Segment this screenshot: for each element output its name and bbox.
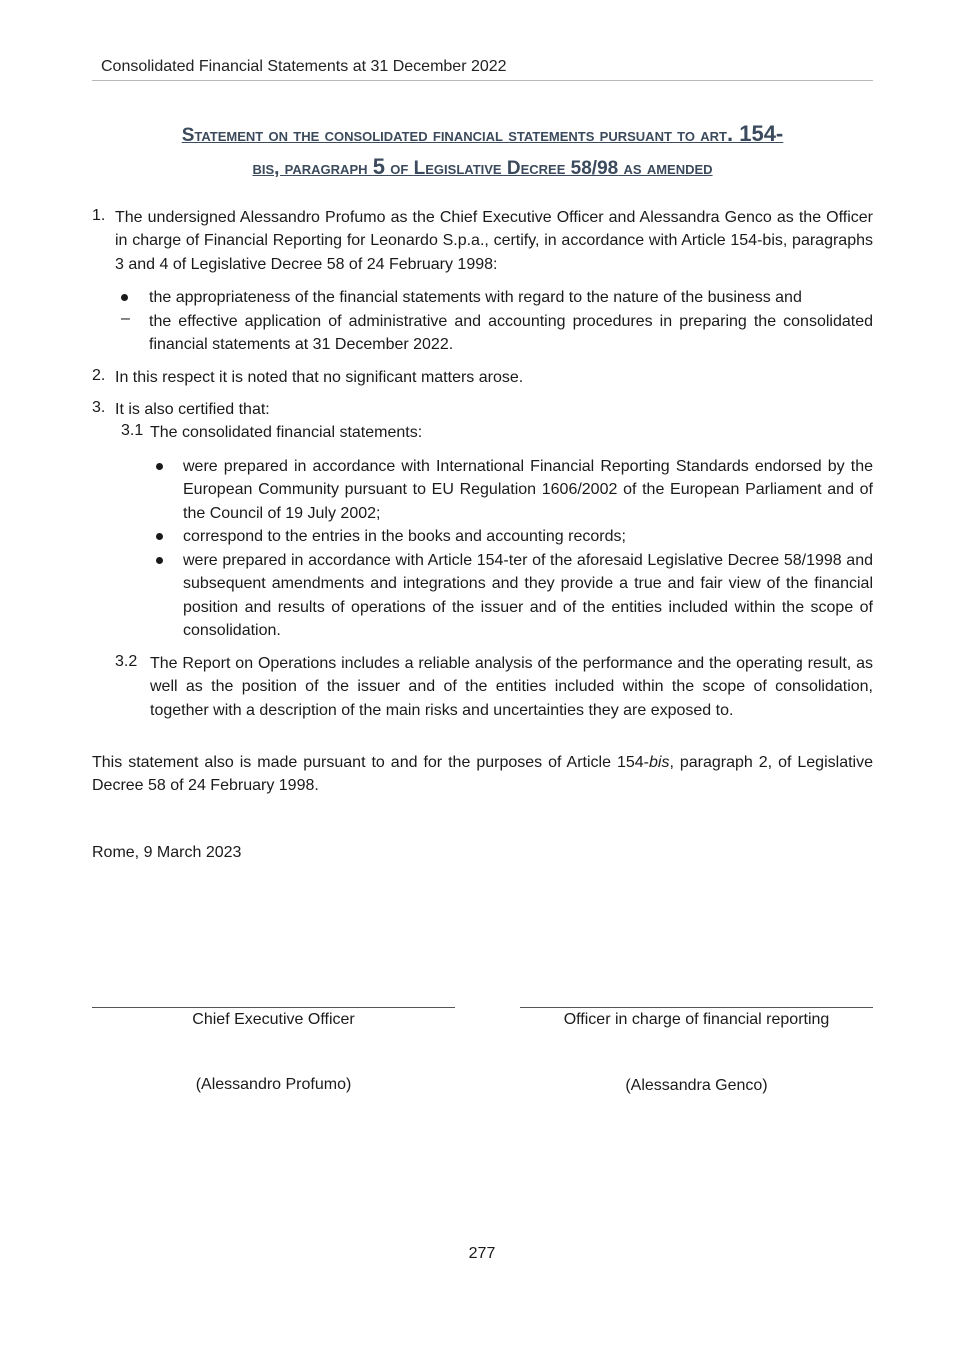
closing-text-italic: bis xyxy=(648,754,670,771)
item-3-2-text: The Report on Operations includes a reliable analysis of the performance and the operating result, as well as the position of the issuer and of the entities included within the scope of consolidation, together with a description of the main risks and uncertainties they are exposed to. xyxy=(150,655,873,719)
dash-icon: – xyxy=(121,310,130,327)
bullet-icon xyxy=(156,533,163,540)
signature-role-ceo: Chief Executive Officer xyxy=(192,1011,355,1028)
title-part: as amended xyxy=(618,158,713,179)
place-date: Rome, 9 March 2023 xyxy=(92,844,242,861)
page-number: 277 xyxy=(468,1245,496,1262)
bullet-icon xyxy=(121,294,128,301)
signature-role-cfo: Officer in charge of financial reporting xyxy=(563,1011,830,1028)
title-line-2 xyxy=(90,151,875,184)
item-3-1-bullet-1: were prepared in accordance with International Financial Reporting Standards endorsed by the European Community pursuant to EU Regulation 1606/2002 of the European Parliament and of the Council of 19 July 2002; xyxy=(183,458,873,522)
item-3-text: It is also certified that: xyxy=(115,401,270,418)
item-2-text: In this respect it is noted that no significant matters arose. xyxy=(115,369,524,386)
title-part: Statement on the consolidated financial statements pursuant to art xyxy=(181,125,727,146)
signature-name-ceo: (Alessandro Profumo) xyxy=(195,1076,352,1093)
title-part: 5 xyxy=(372,154,386,179)
item-1-bullet-1: the appropriateness of the financial statements with regard to the nature of the business and xyxy=(149,289,802,306)
item-3-number: 3. xyxy=(92,399,106,416)
item-2-number: 2. xyxy=(92,367,106,384)
bullet-icon xyxy=(156,463,163,470)
title-part: of xyxy=(385,158,414,179)
title-part: . 154- xyxy=(727,121,784,146)
item-3-1-text: The consolidated financial statements: xyxy=(150,424,423,441)
item-1-bullet-2: the effective application of administrative and accounting procedures in preparing the consolidated financial statements at 31 December 2022. xyxy=(149,313,873,354)
closing-statement xyxy=(92,751,873,798)
signature-name-cfo: (Alessandra Genco) xyxy=(625,1077,768,1094)
item-1-number: 1. xyxy=(92,207,106,224)
title-line-1 xyxy=(90,118,875,151)
header-divider xyxy=(92,80,873,81)
running-header: Consolidated Financial Statements at 31 December 2022 xyxy=(101,58,507,75)
item-1-text: The undersigned Alessandro Profumo as the Chief Executive Officer and Alessandra Genco as the Officer in charge of Financial Reporting for Leonardo S.p.a., certify, in accordance with Article 154-bis, paragraphs 3 and 4 of Legislative Decree 58 of 24 February 1998: xyxy=(115,209,873,273)
item-3-1-number: 3.1 xyxy=(121,422,144,439)
title-part: Legislative Decree 58/98 xyxy=(413,158,619,179)
bullet-icon xyxy=(156,557,163,564)
title-part: bis, paragraph xyxy=(252,158,373,179)
closing-text-part: This statement also is made pursuant to and for the purposes of Article 154- xyxy=(92,754,649,771)
page-title xyxy=(90,118,875,184)
item-3-2-number: 3.2 xyxy=(115,653,138,670)
item-3-1-bullet-2: correspond to the entries in the books and accounting records; xyxy=(183,528,626,545)
item-3-1-bullet-3: were prepared in accordance with Article 154-ter of the aforesaid Legislative Decree 58/1998 and subsequent amendments and integrations and they provide a true and fair view of the financial position and results of operations of the issuer and of the entities included within the scope of consolidation. xyxy=(183,552,873,639)
closing-text-part: , paragraph 2, of Legislative Decree 58 of 24 February 1998. xyxy=(92,754,873,795)
